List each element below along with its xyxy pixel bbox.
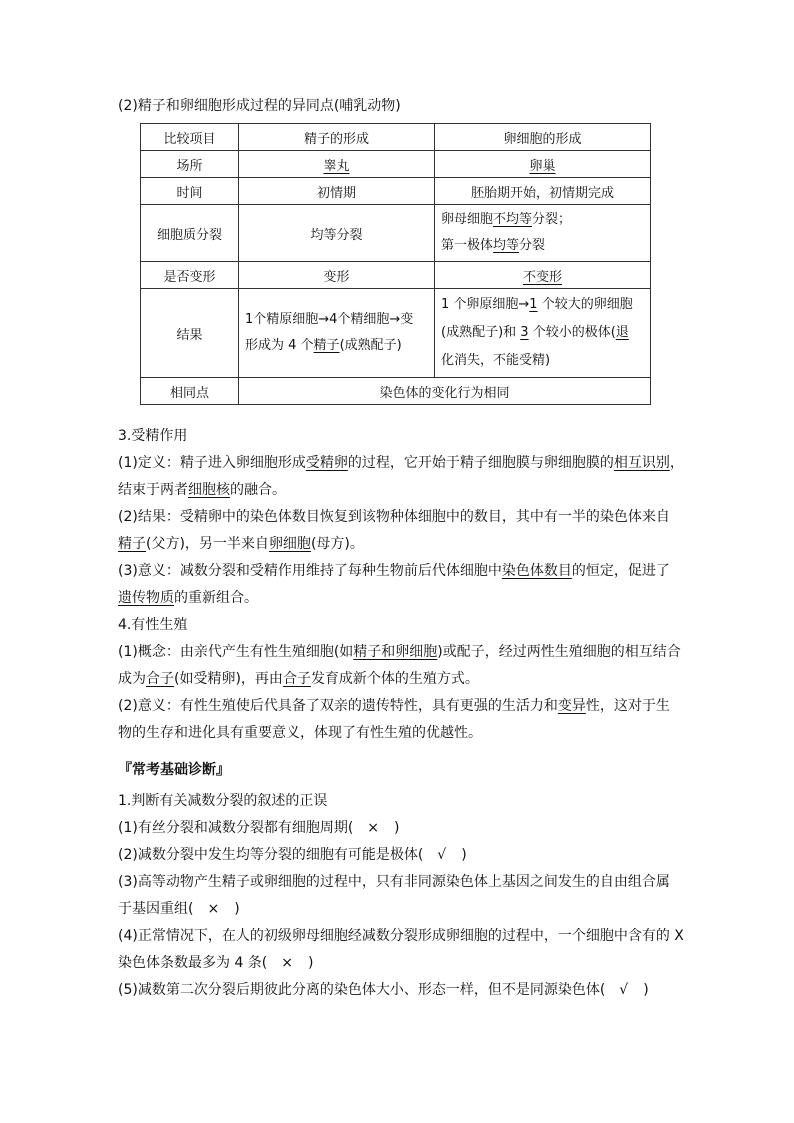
text: 第一极体	[441, 238, 494, 253]
table-row	[141, 378, 651, 405]
text: (母方)。	[310, 536, 364, 552]
text: (1)概念：由亲代产生有性生殖细胞(如	[118, 644, 354, 660]
answer-text: 精子	[118, 536, 146, 552]
question-group-title: 1.判断有关减数分裂的叙述的正误	[118, 793, 328, 809]
text: 的恒定，促进了	[571, 563, 670, 579]
text: 卵母细胞	[441, 212, 494, 227]
answer-text: 3	[520, 325, 529, 340]
text: )	[461, 847, 467, 863]
table-header: 卵细胞的形成	[435, 124, 651, 151]
wrong-mark: ×	[367, 820, 381, 836]
paragraph-line	[118, 480, 286, 500]
check-mark: √	[619, 982, 630, 998]
row-label: 是否变形	[141, 262, 239, 289]
cell	[435, 151, 651, 178]
question-item	[118, 953, 313, 973]
question-item	[118, 980, 649, 1000]
answer-text: 合子	[282, 671, 311, 687]
text: 于基因重组(	[118, 901, 194, 917]
paragraph-line	[118, 588, 258, 608]
cell: 初情期	[239, 178, 435, 205]
text: 发育成新个体的生殖方式。	[310, 671, 479, 687]
check-mark: √	[437, 847, 448, 863]
cell	[435, 289, 651, 378]
paragraph-line	[118, 669, 479, 689]
wrong-mark: ×	[207, 901, 221, 917]
answer-text: 细胞核	[188, 482, 230, 498]
row-label: 细胞质分裂	[141, 205, 239, 262]
question-item: (3)高等动物产生精子或卵细胞的过程中，只有非同源染色体上基因之间发生的自由组合属	[118, 874, 670, 890]
answer-text: 染色体数目	[501, 563, 572, 579]
paragraph-line: 物的生存和进化具有重要意义，体现了有性生殖的优越性。	[118, 725, 482, 741]
text: 分裂	[519, 238, 546, 253]
text: 个较小的极体(	[528, 325, 616, 340]
answer-text: 卵巢	[529, 158, 556, 174]
comparison-table	[140, 123, 651, 405]
text: (3)意义：减数分裂和受精作用维持了每种生物前后代体细胞中	[118, 563, 502, 579]
wrong-mark: ×	[281, 955, 295, 971]
answer-text: 1	[529, 297, 538, 312]
answer-text: 受精卵	[305, 455, 348, 471]
answer-text: 精子	[313, 338, 340, 353]
answer-text: 均等	[493, 238, 520, 253]
text: 个较大的卵细胞	[537, 297, 633, 312]
table-row	[141, 289, 651, 378]
answer-text: 不变形	[522, 269, 562, 285]
cell	[239, 151, 435, 178]
text: )	[234, 901, 240, 917]
text: 1个精原细胞→4个精细胞→变	[245, 312, 414, 327]
cell	[239, 289, 435, 378]
cell: 胚胎期开始，初情期完成	[435, 178, 651, 205]
table-header-row	[141, 124, 651, 151]
text: (5)减数第二次分裂后期彼此分离的染色体大小、形态一样，但不是同源染色体(	[118, 982, 606, 998]
paragraph-line	[118, 561, 670, 581]
paragraph-line	[118, 696, 670, 716]
text: )或配子，经过两性生殖细胞的相互结合	[437, 644, 681, 660]
table-row	[141, 178, 651, 205]
text: (成熟配子)	[339, 338, 402, 353]
table-row	[141, 262, 651, 289]
text: 的重新组合。	[174, 590, 258, 606]
cell: 变形	[239, 262, 435, 289]
text: 结束于两者	[118, 482, 188, 498]
row-label: 场所	[141, 151, 239, 178]
text: 性，这对于生	[585, 698, 670, 714]
text: )	[643, 982, 649, 998]
cell: 均等分裂	[239, 205, 435, 262]
text: (父方)，另一半来自	[146, 536, 269, 552]
row-label: 结果	[141, 289, 239, 378]
question-item	[118, 845, 467, 865]
text: 形成为 4 个	[245, 338, 314, 353]
text: (如受精卵)，再由	[174, 671, 283, 687]
text: )	[308, 955, 314, 971]
paragraph-line	[118, 642, 681, 662]
text: (1)有丝分裂和减数分裂都有细胞周期(	[118, 820, 354, 836]
paragraph-line: (2)结果：受精卵中的染色体数目恢复到该物种体细胞中的数目，其中有一半的染色体来自	[118, 509, 670, 525]
cell	[435, 205, 651, 262]
text: (2)意义：有性生殖使后代具备了双亲的遗传特性，具有更强的生活力和	[118, 698, 558, 714]
text: 化消失，不能受精)	[441, 353, 551, 368]
answer-text: 卵细胞	[268, 536, 311, 552]
text: 成为	[118, 671, 146, 687]
answer-text: 遗传物质	[118, 590, 174, 606]
table-row	[141, 205, 651, 262]
section-2-title: (2)精子和卵细胞形成过程的异同点(哺乳动物)	[118, 98, 401, 114]
text: (2)减数分裂中发生均等分裂的细胞有可能是极体(	[118, 847, 424, 863]
paragraph-line	[118, 453, 684, 473]
text: (成熟配子)和	[441, 325, 521, 340]
text: 的融合。	[230, 482, 286, 498]
answer-text: 合子	[146, 671, 174, 687]
question-item	[118, 818, 400, 838]
paragraph-line	[118, 534, 364, 554]
section-3-title: 3.受精作用	[118, 428, 188, 444]
row-label: 相同点	[141, 378, 239, 405]
text: (1)定义：精子进入卵细胞形成	[118, 455, 306, 471]
answer-text: 不均等	[493, 212, 533, 227]
answer-text: 精子和卵细胞	[353, 644, 438, 660]
diagnosis-title: 『常考基础诊断』	[118, 762, 230, 778]
table-header: 精子的形成	[239, 124, 435, 151]
section-4-title: 4.有性生殖	[118, 617, 188, 633]
question-item	[118, 899, 240, 919]
answer-text: 退	[615, 325, 629, 340]
answer-text: 变异	[557, 698, 586, 714]
text: 分裂；	[532, 212, 572, 227]
text: ，	[669, 455, 684, 471]
table-header: 比较项目	[141, 124, 239, 151]
row-label: 时间	[141, 178, 239, 205]
cell: 染色体的变化行为相同	[239, 378, 651, 405]
answer-text: 相互识别	[613, 455, 670, 471]
table-row	[141, 151, 651, 178]
text: 染色体条数最多为 4 条(	[118, 955, 268, 971]
text: )	[394, 820, 400, 836]
answer-text: 睾丸	[323, 158, 350, 174]
cell	[435, 262, 651, 289]
text: 1 个卵原细胞→	[441, 297, 530, 312]
text: 的过程，它开始于精子细胞膜与卵细胞膜的	[347, 455, 614, 471]
question-item: (4)正常情况下，在人的初级卵母细胞经减数分裂形成卵细胞的过程中，一个细胞中含有的 X	[118, 928, 684, 944]
